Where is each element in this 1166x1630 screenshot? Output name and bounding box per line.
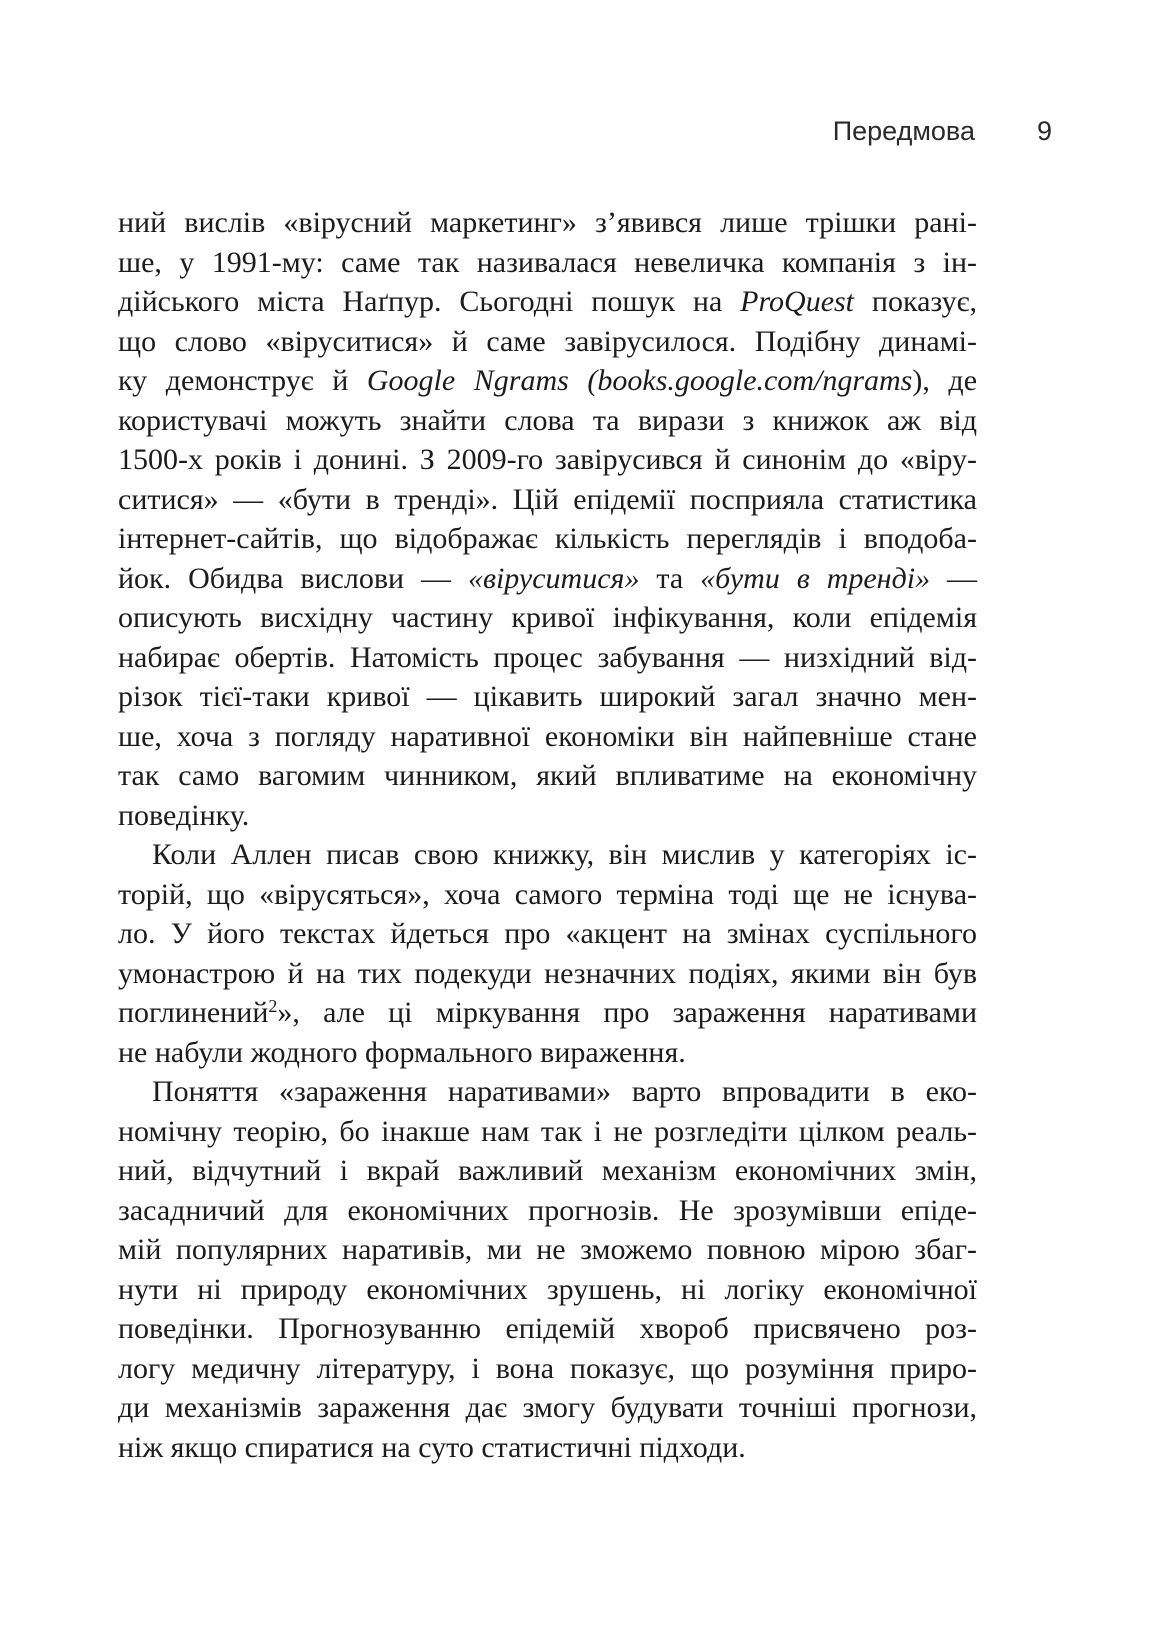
text-line (118, 480, 977, 520)
text-segment: логу медичну літературу, і вона показує, що розуміння приро- (118, 1351, 977, 1385)
text-segment: ний, відчутний і вкрай важливий механізм економічних змін, (118, 1154, 977, 1187)
text-segment: умонастрою й на тих подекуди незначних подіях, якими він був (118, 956, 977, 990)
text-segment: нути ні природу економічних зрушень, ні логіку економічної (118, 1272, 977, 1306)
italic-text: «віруситися» (467, 561, 640, 595)
italic-text: Google Ngrams (366, 364, 569, 397)
italic-text: (books.google.com/ngrams (587, 364, 913, 397)
footnote-reference: 2 (268, 996, 278, 1016)
text-line (118, 756, 977, 796)
text-line (118, 1349, 977, 1389)
text-line (118, 598, 977, 638)
text-line (118, 519, 977, 559)
text-segment: ситися» — «бути в тренді». Цій епідемії посприяла статистика (118, 482, 977, 516)
text-line (118, 1112, 977, 1152)
text-line (118, 1072, 977, 1112)
text-line (118, 322, 977, 362)
text-line (118, 559, 977, 599)
text-segment: засадничий для економічних прогнозів. Не зрозумівши епіде- (118, 1193, 977, 1227)
text-line (118, 361, 977, 401)
italic-text: «бути в тренді» (700, 561, 931, 595)
text-line (118, 401, 977, 441)
text-segment: ний вислів «вірусний маркетинг» з’явився лише трішки рані- (118, 206, 977, 239)
text-line (118, 638, 977, 678)
text-segment: торій, що «вірусяться», хоча самого терміна тоді ще не існува- (118, 877, 977, 911)
text-line (118, 1151, 977, 1191)
text-line (118, 1191, 977, 1231)
text-line (118, 796, 977, 836)
text-segment: показує, (854, 285, 977, 318)
text-segment: поведінки. Прогнозуванню епідемій хвороб присвячено роз- (118, 1312, 977, 1345)
text-line (118, 835, 977, 875)
text-line (118, 1270, 977, 1310)
text-line (118, 440, 977, 480)
paragraph (118, 835, 977, 1072)
text-line (118, 914, 977, 954)
text-segment: описують висхідну частину кривої інфікування, коли епідемія (118, 601, 977, 634)
text-line (118, 203, 977, 243)
paragraph (118, 1072, 977, 1467)
running-head: Передмова (832, 116, 975, 146)
text-line (118, 1388, 977, 1428)
text-segment: Коли Аллен писав свою книжку, він мислив у категоріях іс- (152, 838, 977, 871)
text-line (118, 1230, 977, 1270)
text-segment: ніж якщо спиратися на суто статистичні підходи. (118, 1430, 746, 1464)
text-segment: 1500-х років і донині. З 2009-го завірусився й синонім до «віру- (118, 443, 977, 476)
paragraph (118, 203, 977, 835)
text-segment: ше, у 1991-му: саме так називалася невеличка компанія з ін- (118, 245, 977, 279)
text-line (118, 993, 977, 1033)
text-segment: поглинений (118, 996, 269, 1029)
text-segment: різок тієї-таки кривої — цікавить широкий загал значно мен- (118, 680, 977, 713)
text-segment: мій популярних наративів, ми не зможемо повною мірою збаг- (118, 1233, 977, 1266)
italic-text: ProQuest (740, 285, 855, 318)
text-segment: Поняття «зараження наративами» варто впровадити в еко- (152, 1075, 977, 1108)
text-line (118, 875, 977, 915)
text-segment: ку демонструє й (118, 364, 367, 397)
text-line (118, 1309, 977, 1349)
text-segment: ди механізмів зараження дає змогу будувати точніші прогнози, (118, 1391, 977, 1424)
text-segment: дійського міста Наґпур. Сьогодні пошук на (118, 285, 741, 318)
text-line (118, 1428, 977, 1468)
text-line (118, 282, 977, 322)
text-line (118, 1033, 977, 1073)
text-segment: номічну теорію, бо інакше нам так і не розгледіти цілком реаль- (118, 1114, 977, 1148)
text-segment: що слово «віруситися» й саме завірусилося. Подібну динамі- (118, 324, 977, 358)
text-segment (569, 364, 588, 397)
text-line (118, 677, 977, 717)
text-segment: ), де (912, 364, 978, 397)
text-segment: ше, хоча з погляду наративної економіки він найпевніше стане (118, 719, 977, 753)
text-segment: — (930, 561, 978, 595)
text-segment: інтернет-сайтів, що відображає кількість переглядів і вподоба- (118, 522, 977, 555)
text-segment: йок. Обидва вислови — (118, 561, 468, 595)
text-line (118, 954, 977, 994)
text-segment: так само вагомим чинником, який впливатиме на економічну (118, 759, 977, 792)
text-segment: », але ці міркування про зараження наративами (277, 996, 977, 1029)
text-segment: набирає обертів. Натомість процес забування — низхідний від- (118, 640, 977, 674)
text-segment: ло. У його текстах йдеться про «акцент на змінах суспільного (118, 917, 977, 950)
text-block (118, 203, 977, 1467)
text-segment: поведінку. (118, 798, 250, 832)
text-segment: користувачі можуть знайти слова та вирази з книжок аж від (118, 403, 977, 437)
text-segment: та (639, 561, 701, 595)
page-number: 9 (1036, 116, 1052, 146)
text-line (118, 717, 977, 757)
text-line (118, 243, 977, 283)
text-segment: не набули жодного формального вираження. (118, 1035, 686, 1069)
